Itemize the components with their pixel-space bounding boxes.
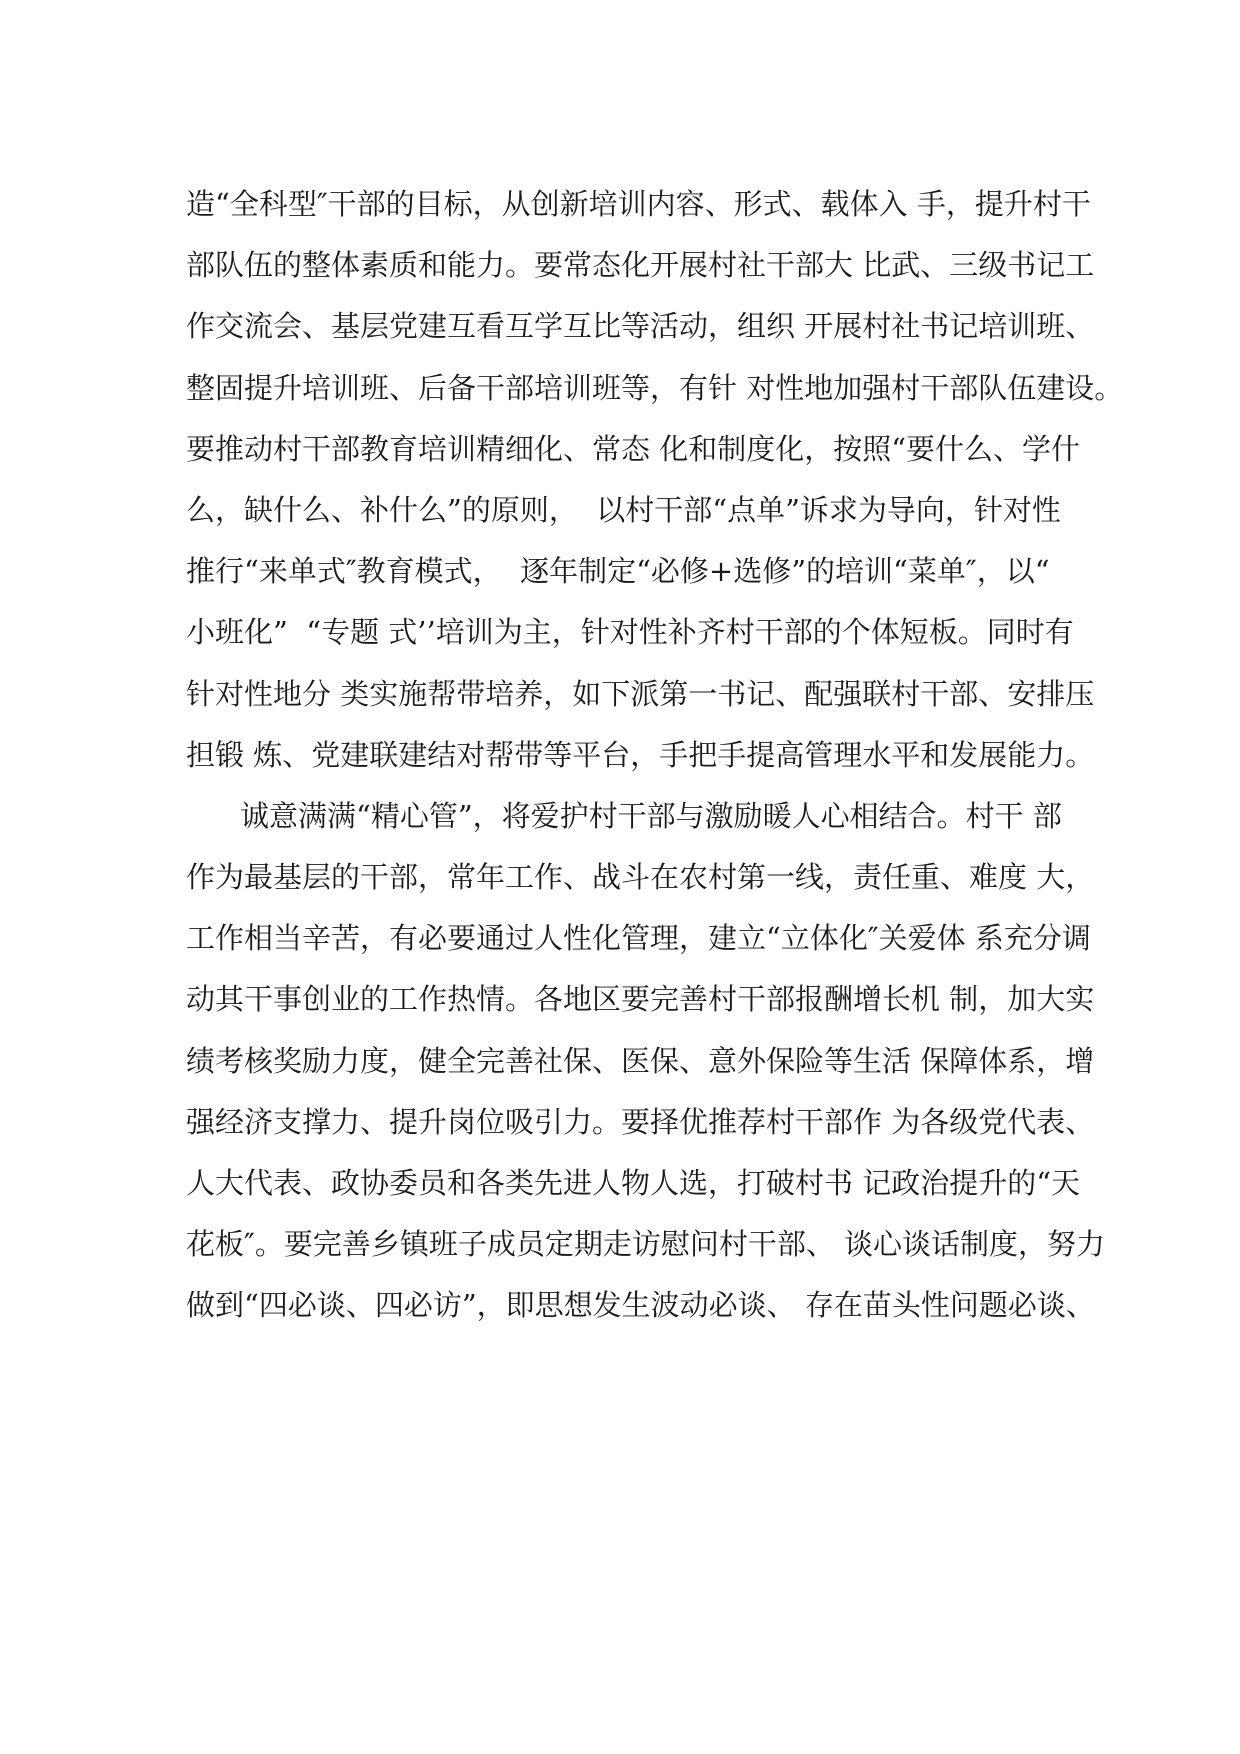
- text-line: 整固提升培训班、后备干部培训班等，有针 对性地加强村干部队伍建设。: [186, 370, 1124, 405]
- text-line: 强经济支撑力、提升岗位吸引力。要择优推荐村干部作 为各级党代表、: [186, 1104, 1095, 1139]
- text-line: 要推动村干部教育培训精细化、常态 化和制度化，按照“要什么、学什: [186, 431, 1081, 466]
- text-line: 针对性地分 类实施帮带培养，如下派第一书记、配强联村干部、安排压: [186, 676, 1095, 711]
- paragraph-first-line: 诚意满满“精心管”，将爱护村干部与激励暖人心相结合。村干 部: [240, 798, 1062, 833]
- text-line: 人大代表、政协委员和各类先进人物人选，打破村书 记政治提升的“天: [186, 1166, 1081, 1200]
- text-line: 么，缺什么、补什么”的原则， 以村干部“点单”诉求为导向，针对性: [186, 492, 1061, 527]
- text-line: 推行“来单式″教育模式， 逐年制定“必修+选修”的培训“菜单″，以“: [186, 554, 1050, 589]
- text-line: 做到“四必谈、四必访”，即思想发生波动必谈、 存在苗头性问题必谈、: [186, 1288, 1095, 1323]
- text-line: 小班化” “专题 式’’培训为主，针对性补齐村干部的个体短板。同时有: [186, 615, 1074, 650]
- text-line: 花板″。要完善乡镇班子成员定期走访慰问村干部、 谈心谈话制度，努力: [186, 1227, 1106, 1262]
- body-text: [186, 174, 1124, 1337]
- text-line: 作为最基层的干部，常年工作、战斗在农村第一线，责任重、难度 大，: [186, 860, 1095, 895]
- text-line: 造“全科型″干部的目标，从创新培训内容、形式、载体入 手，提升村干: [186, 187, 1091, 221]
- text-line: 作交流会、基层党建互看互学互比等活动，组织 开展村社书记培训班、: [186, 309, 1095, 344]
- text-line: 工作相当辛苦，有必要通过人性化管理，建立“立体化″关爱体 系充分调: [186, 921, 1091, 956]
- text-line: 动其干事创业的工作热情。各地区要完善村干部报酬增长机 制，加大实: [186, 982, 1095, 1017]
- text-line: 担锻 炼、党建联建结对帮带等平台，手把手提高管理水平和发展能力。: [186, 737, 1095, 772]
- text-line: 部队伍的整体素质和能力。要常态化开展村社干部大 比武、三级书记工: [186, 248, 1095, 283]
- text-line: 绩考核奖励力度，健全完善社保、医保、意外保险等生活 保障体系，增: [186, 1043, 1095, 1078]
